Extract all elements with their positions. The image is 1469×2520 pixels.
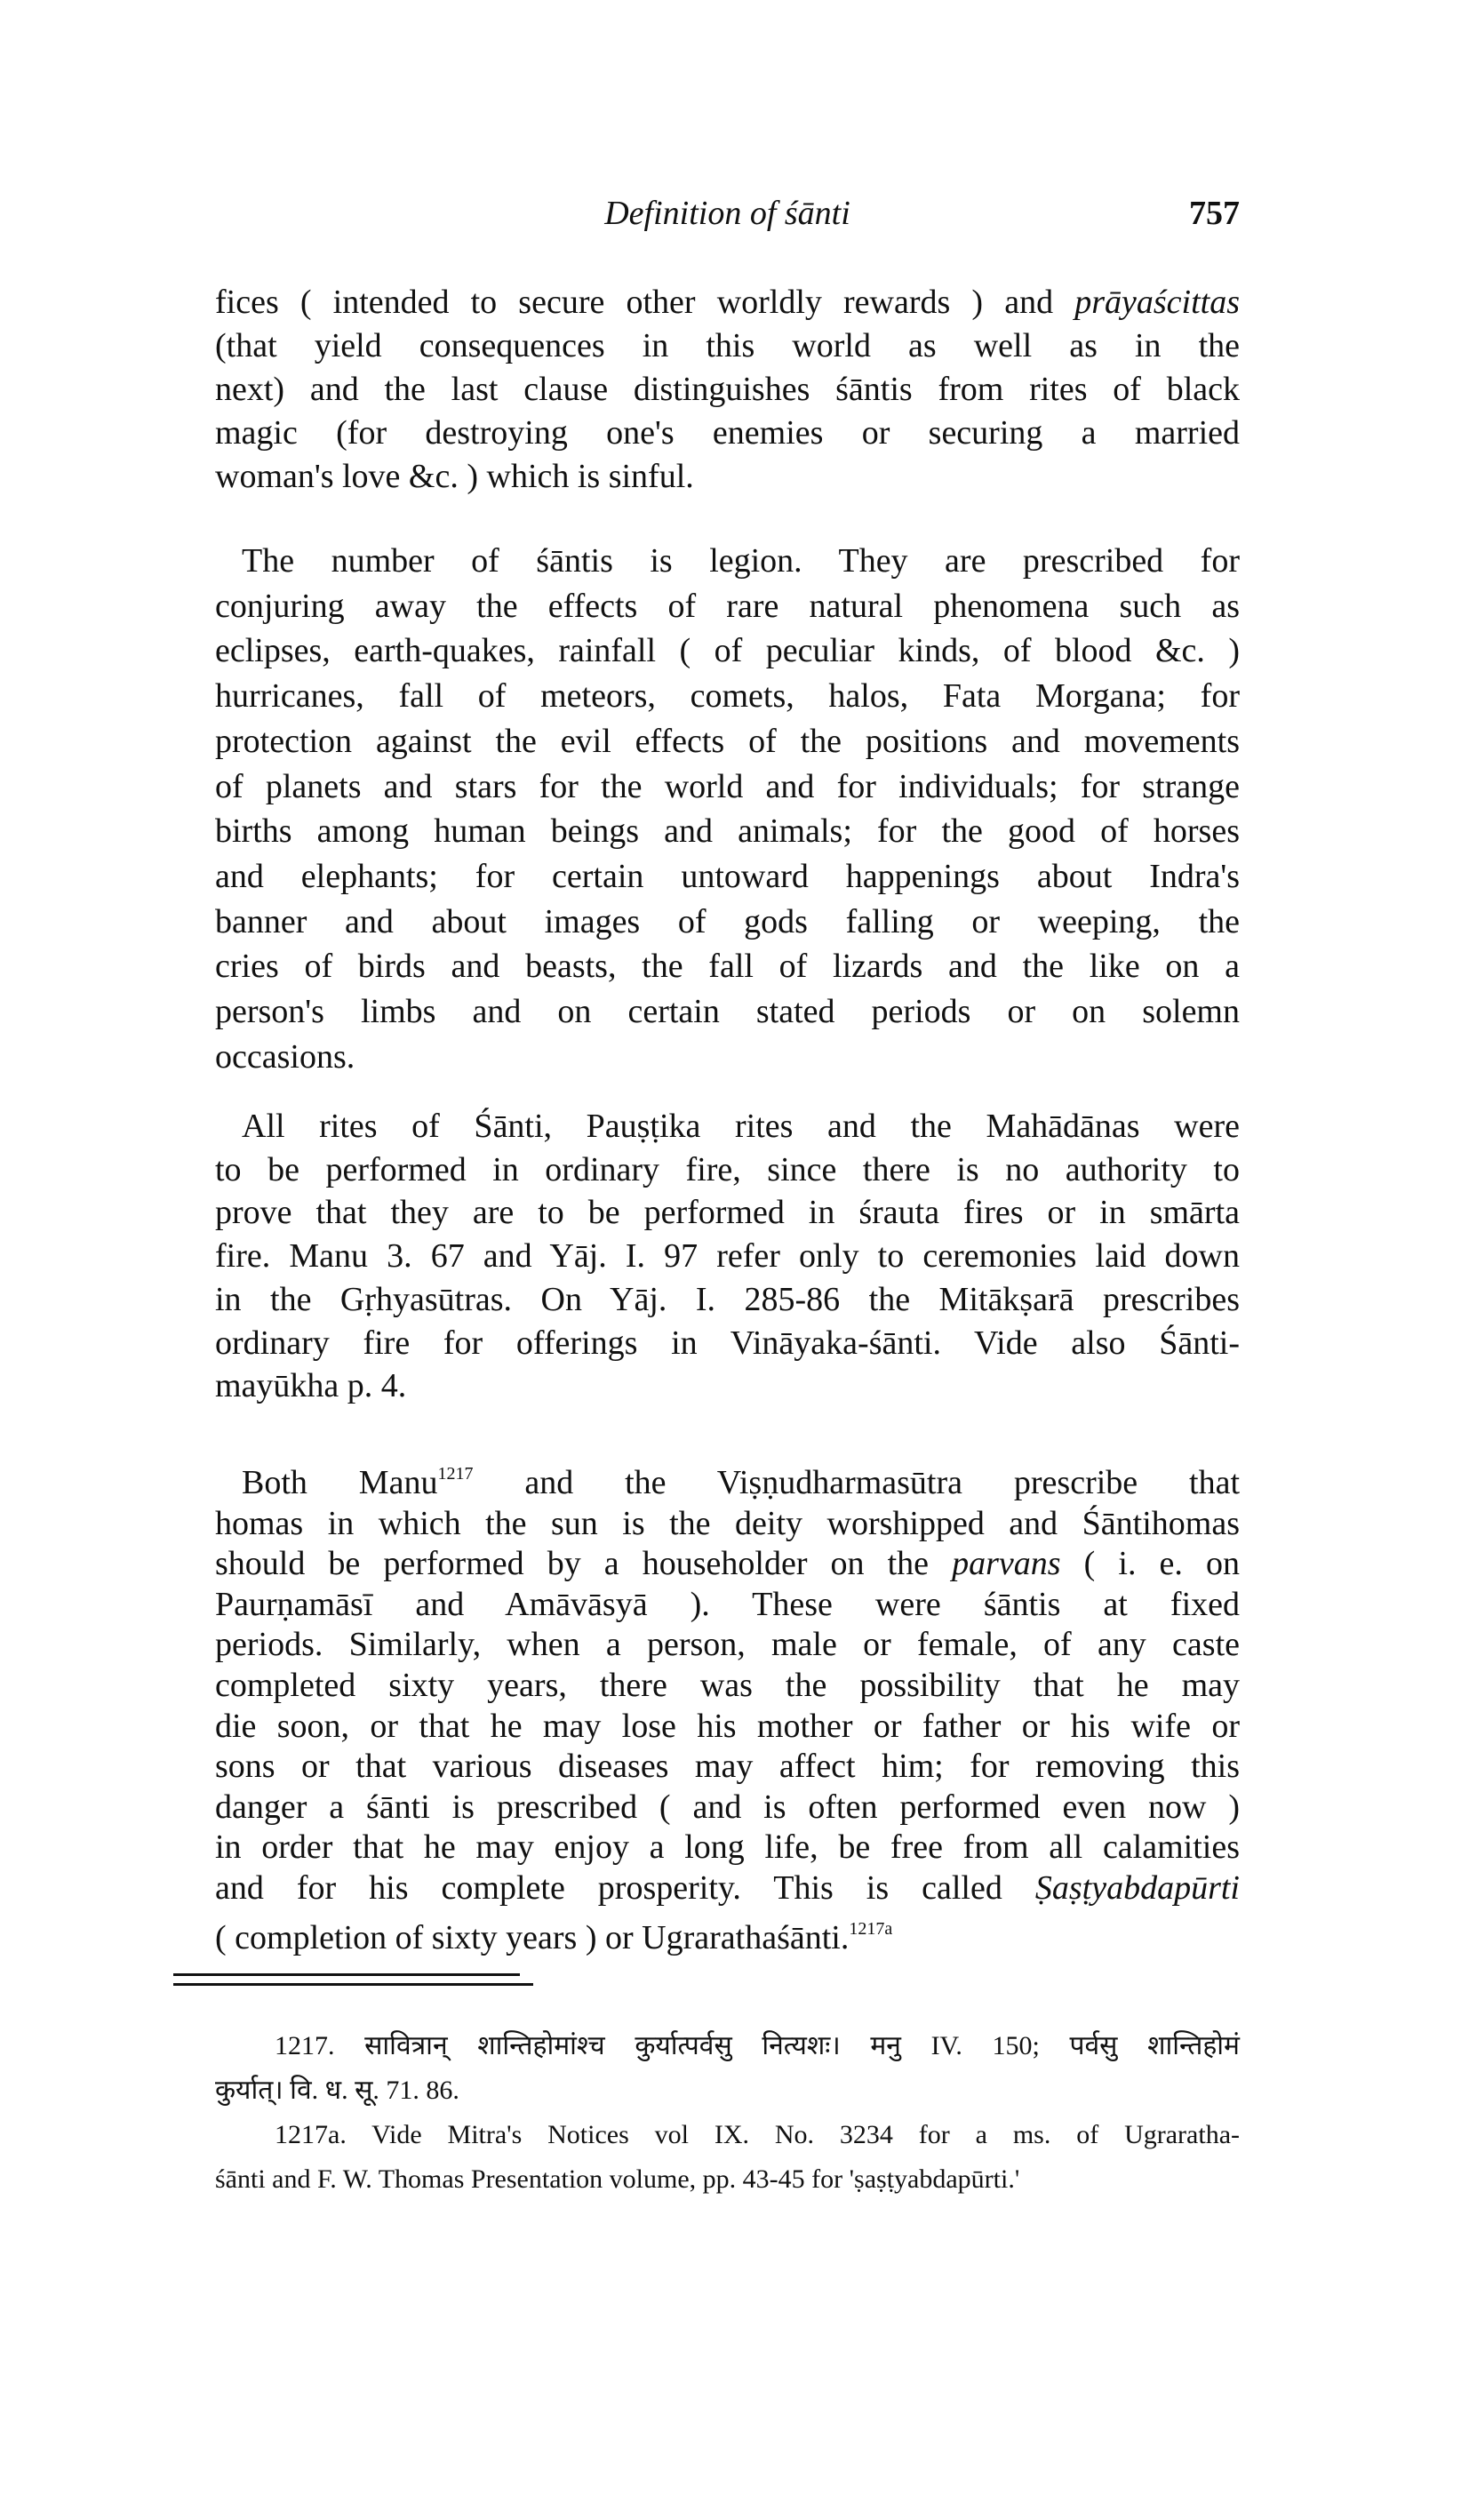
text-line <box>215 1828 1240 1868</box>
text-run: next) and the last clause distinguishes śāntis from rites of black <box>215 371 1240 408</box>
text-run: prove that they are to be performed in śrauta fires or in smārta <box>215 1194 1240 1232</box>
text-line <box>215 764 1240 810</box>
text-line <box>215 1585 1240 1626</box>
text-line <box>215 539 1240 584</box>
text-run: hurricanes, fall of meteors, comets, halos, Fata Morgana; for <box>215 677 1240 716</box>
text-run: to be performed in ordinary fire, since there is no authority to <box>215 1150 1240 1188</box>
text-line <box>215 1504 1240 1545</box>
paragraph <box>215 281 1240 499</box>
text-line <box>215 1191 1240 1235</box>
text-run: in the Gṛhyasūtras. On Yāj. I. 285-86 the Mitākṣarā prescribes <box>215 1280 1240 1318</box>
text-line <box>215 1105 1240 1148</box>
text-run: periods. Similarly, when a person, male or female, of any caste <box>215 1626 1240 1664</box>
text-line <box>215 809 1240 854</box>
text-line <box>215 719 1240 764</box>
text-line <box>215 1666 1240 1707</box>
text-run: Paurṇamāsī and Amāvāsyā ). These were śāntis at fixed <box>215 1585 1240 1623</box>
text-run: homas in which the sun is the deity worshipped and Śāntihomas <box>215 1504 1240 1542</box>
text-line <box>215 1148 1240 1192</box>
text-run: completed sixty years, there was the possibility that he may <box>215 1666 1240 1704</box>
text-line <box>215 281 1240 324</box>
text-line <box>215 584 1240 629</box>
text-line <box>215 944 1240 989</box>
text-run: protection against the evil effects of the positions and movements <box>215 722 1240 760</box>
text-line <box>215 1278 1240 1322</box>
text-run: 1217a. Vide Mitra's Notices vol IX. No. 3234 for a ms. of Ugraratha- <box>275 2120 1240 2149</box>
text-line <box>215 1868 1240 1909</box>
text-line <box>215 854 1240 900</box>
paragraph <box>215 1454 1240 1958</box>
footnote <box>215 2113 1240 2202</box>
text-line <box>215 1909 1240 1959</box>
text-run: die soon, or that he may lose his mother or father or his wife or <box>215 1707 1240 1745</box>
text-line <box>215 2157 1240 2202</box>
text-line <box>215 1364 1240 1408</box>
text-run: mayūkha p. 4. <box>215 1367 407 1405</box>
text-run: births among human beings and animals; for the good of horses <box>215 812 1240 851</box>
footnote-reference: 1217 <box>437 1464 474 1484</box>
text-run: banner and about images of gods falling or weeping, the <box>215 902 1240 940</box>
text-line <box>215 368 1240 412</box>
footnote-reference: 1217a <box>849 1918 893 1939</box>
text-run: magic (for destroying one's enemies or securing a married <box>215 414 1240 452</box>
italic-term: Ṣaṣṭyabdapūrti <box>1034 1868 1240 1907</box>
text-run: eclipses, earth-quakes, rainfall ( of peculiar kinds, of blood &c. ) <box>215 632 1240 670</box>
text-line <box>215 1788 1240 1828</box>
text-run: fices ( intended to secure other worldly rewards ) and <box>215 284 1075 321</box>
text-run: and elephants; for certain untoward happenings about Indra's <box>215 857 1240 895</box>
text-run: cries of birds and beasts, the fall of lizards and the like on a <box>215 948 1240 986</box>
italic-term: parvans <box>952 1545 1061 1583</box>
text-line <box>215 989 1240 1035</box>
text-run: śānti and F. W. Thomas Presentation volume, pp. 43-45 for 'ṣaṣṭyabdapūrti.' <box>215 2164 1020 2194</box>
paragraph <box>215 1105 1240 1408</box>
text-line <box>215 900 1240 945</box>
text-run: danger a śānti is prescribed ( and is often performed even now ) <box>215 1788 1240 1826</box>
text-line <box>215 2068 1240 2113</box>
text-line <box>215 1707 1240 1748</box>
text-run: and the Viṣṇudharmasūtra prescribe that <box>473 1464 1241 1501</box>
text-run: sons or that various diseases may affect him; for removing this <box>215 1748 1240 1786</box>
footnote-rule <box>173 1973 520 1976</box>
text-run: 1217. सावित्रान् शान्तिहोमांश्च कुर्यात्पर्वसु नित्यशः। मनु IV. 150; पर्वसु शान्तिहोमं <box>275 2031 1240 2060</box>
text-line <box>215 412 1240 455</box>
text-line <box>215 455 1240 499</box>
page-number: 757 <box>1189 195 1240 232</box>
text-line <box>215 674 1240 719</box>
italic-term: prāyaścittas <box>1074 284 1240 321</box>
text-run: woman's love &c. ) which is sinful. <box>215 458 694 495</box>
text-run: and for his complete prosperity. This is called <box>215 1868 1035 1907</box>
text-line <box>215 1322 1240 1365</box>
text-run: of planets and stars for the world and for individuals; for strange <box>215 767 1240 805</box>
text-run: ( i. e. on <box>1060 1545 1240 1583</box>
text-line <box>215 324 1240 368</box>
text-run: occasions. <box>215 1037 355 1076</box>
text-run: The number of śāntis is legion. They are prescribed for <box>242 542 1240 580</box>
text-run: (that yield consequences in this world as well as in the <box>215 327 1240 364</box>
text-line <box>215 1454 1240 1504</box>
text-run: Both Manu <box>242 1464 438 1501</box>
text-run: conjuring away the effects of rare natural phenomena such as <box>215 587 1240 625</box>
text-line <box>215 1747 1240 1788</box>
text-run: कुर्यात्। वि. ध. सू. 71. 86. <box>215 2076 459 2105</box>
running-head-title: Definition of śānti <box>604 195 850 232</box>
text-run: person's limbs and on certain stated periods or on solemn <box>215 993 1240 1031</box>
text-run: fire. Manu 3. 67 and Yāj. I. 97 refer only to ceremonies laid down <box>215 1237 1240 1276</box>
footnote <box>215 2024 1240 2113</box>
text-line <box>215 1035 1240 1080</box>
running-head <box>215 190 1240 236</box>
text-run: All rites of Śānti, Pauṣṭika rites and the Mahādānas were <box>242 1108 1240 1145</box>
text-run: in order that he may enjoy a long life, be free from all calamities <box>215 1828 1240 1867</box>
text-line <box>215 1544 1240 1585</box>
text-run: ( completion of sixty years ) or Ugrarathaśānti. <box>215 1918 850 1956</box>
text-line <box>215 2113 1240 2157</box>
footnote-rule <box>173 1983 533 1986</box>
footnotes <box>215 2024 1240 2202</box>
text-line <box>215 628 1240 674</box>
text-line <box>215 1625 1240 1666</box>
text-line <box>215 1235 1240 1278</box>
paragraph <box>215 539 1240 1079</box>
text-run: should be performed by a householder on the <box>215 1545 953 1583</box>
text-run: ordinary fire for offerings in Vināyaka-śānti. Vide also Śānti- <box>215 1324 1240 1362</box>
text-line <box>215 2024 1240 2068</box>
